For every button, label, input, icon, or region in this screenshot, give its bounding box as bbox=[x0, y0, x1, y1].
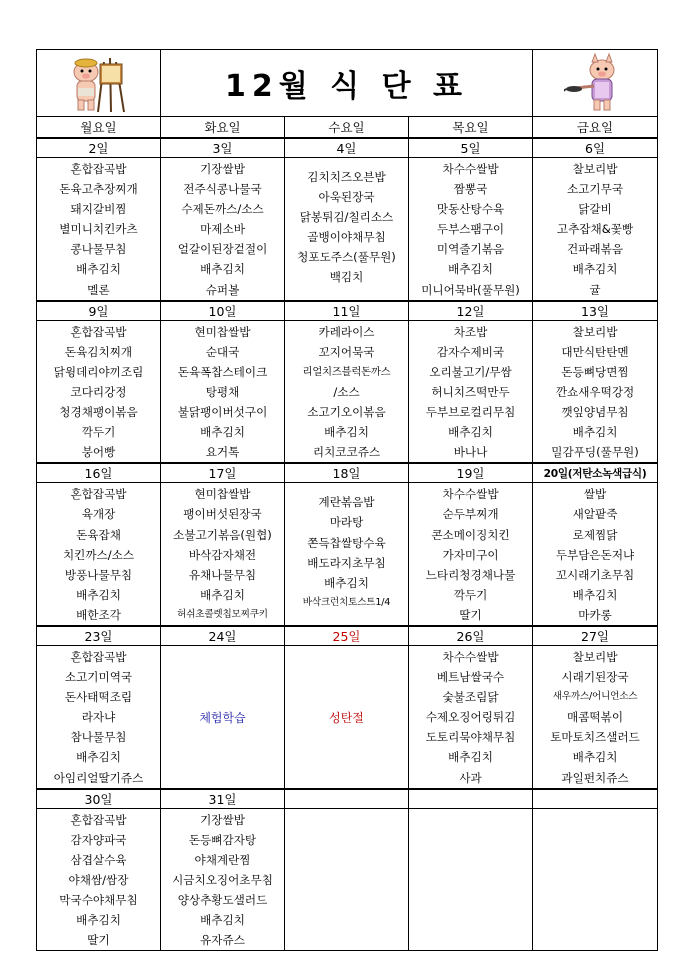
date-row-week2 bbox=[37, 301, 658, 321]
menu-item: 요거톡 bbox=[205, 445, 240, 460]
date-cell: 4일 bbox=[285, 138, 409, 158]
menu-item: 참나물무침 bbox=[70, 730, 127, 745]
menu-item: 토마토치즈샐러드 bbox=[550, 730, 640, 745]
menu-item: 배추김치 bbox=[572, 587, 618, 602]
date-cell: 19일 bbox=[409, 463, 533, 483]
date-cell: 11일 bbox=[285, 301, 409, 321]
date-row-week1 bbox=[37, 138, 658, 158]
menu-item: 숯불조림닭 bbox=[442, 690, 499, 705]
date-cell: 26일 bbox=[409, 626, 533, 646]
header-right-cell bbox=[533, 50, 658, 117]
menu-item: 아임리얼딸기쥬스 bbox=[53, 770, 144, 785]
date-cell: 17일 bbox=[161, 463, 285, 483]
menu-item: 꼬시래기초무침 bbox=[555, 567, 635, 582]
date-row-week5 bbox=[37, 789, 658, 809]
menu-item: 배추김치 bbox=[76, 262, 121, 277]
menu-item: 유채나물무침 bbox=[188, 567, 257, 582]
menu-item: 마라탕 bbox=[329, 515, 364, 530]
date-row-week3 bbox=[37, 463, 658, 483]
menu-item: 두부담은돈저냐 bbox=[555, 547, 635, 562]
menu-item: 배추김치 bbox=[448, 750, 493, 765]
menu-item: 깐쇼새우떡강정 bbox=[555, 384, 635, 399]
menu-item: 배한조각 bbox=[76, 607, 121, 622]
menu-item: 배추김치 bbox=[76, 913, 121, 928]
menu-item: 골뱅이야채무침 bbox=[307, 230, 386, 245]
menu-item: 막국수야채무침 bbox=[59, 893, 138, 907]
menu-item: 코다리강정 bbox=[70, 384, 127, 399]
menu-item: 배추김치 bbox=[448, 425, 493, 440]
menu-list bbox=[161, 158, 284, 300]
pig-cook-icon bbox=[564, 52, 626, 114]
menu-item: 배추김치 bbox=[572, 425, 618, 440]
menu-item: 허쉬초콜렛칩모찌쿠키 bbox=[177, 608, 268, 620]
menu-item: 육개장 bbox=[81, 507, 116, 522]
menu-item: 김치치즈오븐밥 bbox=[307, 170, 386, 184]
menu-list bbox=[37, 483, 160, 625]
menu-item: 배추김치 bbox=[324, 575, 369, 590]
weekday-row bbox=[37, 117, 658, 139]
menu-item: 깻잎양념무침 bbox=[561, 405, 629, 420]
menu-cell bbox=[161, 320, 285, 463]
menu-item: 가자미구이 bbox=[442, 547, 499, 562]
menu-cell bbox=[409, 320, 533, 463]
menu-item: 감자수제비국 bbox=[436, 344, 505, 359]
menu-row-week5 bbox=[37, 808, 658, 951]
menu-item: 밀감푸딩(풀무원) bbox=[551, 445, 639, 460]
menu-item: 오리불고기/무쌈 bbox=[429, 364, 512, 379]
date-cell: 12일 bbox=[409, 301, 533, 321]
menu-cell bbox=[161, 808, 285, 951]
menu-row-week4 bbox=[37, 645, 658, 788]
menu-item: 배추김치 bbox=[572, 262, 618, 277]
menu-item: 베트남쌀국수 bbox=[436, 670, 505, 685]
menu-cell bbox=[533, 483, 658, 626]
menu-item: 바삭크런치토스트1/4 bbox=[302, 596, 391, 608]
menu-item: 배추김치 bbox=[200, 425, 245, 440]
menu-item: 바삭감자채전 bbox=[188, 547, 257, 562]
menu-item: 소불고기볶음(원협) bbox=[173, 527, 272, 542]
header-left-cell bbox=[37, 50, 161, 117]
menu-item: 돈등뼈감자탕 bbox=[188, 832, 257, 847]
menu-item: 유자쥬스 bbox=[200, 933, 245, 948]
menu-item: 혼합잡곡밥 bbox=[70, 649, 127, 664]
menu-item: 닭갈비 bbox=[578, 202, 612, 217]
menu-item: 혼합잡곡밥 bbox=[70, 324, 127, 339]
menu-item: 혼합잡곡밥 bbox=[70, 162, 127, 176]
date-cell bbox=[409, 789, 533, 809]
menu-item: 차조밥 bbox=[453, 324, 488, 339]
menu-item: 소고기오이볶음 bbox=[307, 405, 386, 420]
menu-cell bbox=[161, 158, 285, 301]
date-row-week4 bbox=[37, 626, 658, 646]
menu-item: 백김치 bbox=[329, 270, 364, 285]
menu-list bbox=[409, 646, 532, 788]
menu-item: 시금치오징어초무침 bbox=[172, 872, 273, 887]
date-cell: 9일 bbox=[37, 301, 161, 321]
empty-menu-cell bbox=[533, 808, 658, 951]
menu-cell bbox=[533, 645, 658, 788]
weekday-mon: 월요일 bbox=[37, 117, 161, 139]
menu-item: 콘소메이징치킨 bbox=[431, 527, 510, 542]
date-cell: 24일 bbox=[161, 626, 285, 646]
menu-item: 아욱된장국 bbox=[318, 190, 375, 205]
menu-cell bbox=[533, 158, 658, 301]
menu-item: 꼬지어묵국 bbox=[318, 344, 375, 359]
menu-item: 소고기무국 bbox=[567, 182, 624, 197]
menu-item: 닭윙데리야끼조림 bbox=[53, 364, 144, 379]
menu-cell bbox=[285, 483, 409, 626]
menu-item: 돈사태떡조림 bbox=[64, 690, 133, 705]
menu-item: 순대국 bbox=[205, 344, 240, 359]
menu-list bbox=[409, 483, 532, 625]
menu-item: 수제오징어링튀김 bbox=[425, 710, 516, 725]
menu-item: 전주식콩나물국 bbox=[183, 182, 262, 197]
weekday-fri: 금요일 bbox=[533, 117, 658, 139]
menu-list bbox=[161, 321, 284, 463]
menu-cell bbox=[285, 158, 409, 301]
menu-item: 차수수쌀밥 bbox=[442, 487, 499, 502]
menu-item: 돼지갈비찜 bbox=[70, 202, 127, 217]
menu-item: 맛동산탕수육 bbox=[436, 202, 505, 217]
menu-item: 방풍나물무침 bbox=[64, 567, 133, 582]
menu-item: 붕어빵 bbox=[81, 445, 116, 460]
menu-item: 건파래볶음 bbox=[567, 242, 624, 257]
menu-list bbox=[37, 321, 160, 463]
date-cell: 30일 bbox=[37, 789, 161, 809]
date-cell: 2일 bbox=[37, 138, 161, 158]
menu-item: 짬뽕국 bbox=[453, 182, 488, 197]
menu-list bbox=[285, 158, 408, 288]
menu-item: 카레라이스 bbox=[318, 324, 375, 339]
menu-cell bbox=[161, 483, 285, 626]
menu-cell bbox=[285, 320, 409, 463]
menu-table bbox=[36, 49, 658, 951]
menu-item: 감자양파국 bbox=[70, 832, 127, 847]
menu-item: 배추김치 bbox=[200, 262, 245, 277]
menu-item: 야채계란찜 bbox=[194, 852, 251, 867]
menu-row-week2 bbox=[37, 320, 658, 463]
header-row bbox=[37, 50, 658, 117]
menu-item: 허니치즈떡만두 bbox=[431, 384, 510, 399]
menu-item: 돈육김치찌개 bbox=[64, 344, 133, 359]
menu-item: 야채쌈/쌈장 bbox=[68, 872, 129, 887]
pig-painter-icon bbox=[68, 52, 130, 114]
menu-item: 수제돈까스/소스 bbox=[181, 202, 264, 217]
date-cell: 3일 bbox=[161, 138, 285, 158]
menu-row-week1 bbox=[37, 158, 658, 301]
menu-item: 콩나물무침 bbox=[70, 242, 127, 257]
menu-item: 마제소바 bbox=[200, 222, 245, 237]
weekday-wed: 수요일 bbox=[285, 117, 409, 139]
menu-item: /소스 bbox=[333, 384, 360, 399]
date-cell bbox=[285, 789, 409, 809]
menu-item: 얼갈이된장겉절이 bbox=[177, 242, 268, 257]
date-cell: 16일 bbox=[37, 463, 161, 483]
menu-item: 돈육고추장찌개 bbox=[59, 182, 138, 197]
menu-list bbox=[285, 321, 408, 463]
empty-menu-cell bbox=[285, 808, 409, 951]
menu-item: 바나나 bbox=[453, 445, 488, 460]
menu-item: 닭봉튀김/칠리소스 bbox=[299, 210, 394, 225]
menu-item: 기장쌀밥 bbox=[200, 162, 245, 176]
menu-item: 리치코코쥬스 bbox=[312, 445, 381, 460]
menu-item: 차수수쌀밥 bbox=[442, 649, 499, 664]
title-cell bbox=[161, 50, 533, 117]
date-cell bbox=[533, 789, 658, 809]
menu-item: 새우까스/어니언소스 bbox=[552, 691, 638, 703]
menu-item: 미니어묵바(풀무원) bbox=[421, 282, 520, 297]
event-cell bbox=[161, 645, 285, 788]
menu-item: 쌀밥 bbox=[583, 487, 607, 502]
menu-item: 계란볶음밥 bbox=[318, 495, 375, 510]
menu-item: 청경채팽이볶음 bbox=[59, 405, 138, 420]
menu-cell bbox=[37, 645, 161, 788]
menu-list bbox=[37, 809, 160, 951]
menu-item: 배추김치 bbox=[200, 587, 245, 602]
menu-item: 소고기미역국 bbox=[64, 670, 133, 685]
menu-item: 삼겹살수육 bbox=[70, 852, 127, 867]
menu-item: 치킨까스/소스 bbox=[62, 547, 135, 562]
menu-item: 배추김치 bbox=[448, 262, 493, 277]
menu-list bbox=[285, 483, 408, 613]
menu-item: 멜론 bbox=[87, 282, 110, 297]
page-title: 12월 식 단 표 bbox=[225, 69, 469, 104]
menu-item: 혼합잡곡밥 bbox=[70, 487, 127, 502]
menu-item: 불닭팽이버섯구이 bbox=[177, 405, 268, 420]
menu-cell bbox=[409, 158, 533, 301]
menu-item: 돈육잡채 bbox=[76, 527, 121, 542]
menu-item: 귤 bbox=[589, 282, 601, 297]
menu-item: 로제찜닭 bbox=[572, 527, 618, 542]
menu-cell bbox=[409, 483, 533, 626]
menu-item: 미역줄기볶음 bbox=[436, 242, 505, 257]
date-cell: 31일 bbox=[161, 789, 285, 809]
menu-list bbox=[533, 483, 657, 625]
menu-item: 딸기 bbox=[459, 607, 482, 622]
menu-item: 라자냐 bbox=[81, 710, 116, 725]
menu-item: 배추김치 bbox=[572, 750, 618, 765]
menu-cell bbox=[37, 483, 161, 626]
field-trip-note: 체험학습 bbox=[199, 711, 246, 726]
menu-item: 차수수쌀밥 bbox=[442, 162, 499, 176]
menu-item: 탕평채 bbox=[205, 384, 240, 399]
menu-item: 새알팥죽 bbox=[572, 507, 618, 522]
menu-item: 리얼치즈블럭돈까스 bbox=[302, 365, 391, 378]
menu-item: 시래기된장국 bbox=[561, 670, 629, 685]
menu-cell bbox=[37, 808, 161, 951]
menu-item: 별미니치킨카츠 bbox=[59, 222, 138, 237]
menu-item: 쫀득찹쌀탕수육 bbox=[307, 535, 386, 550]
menu-item: 현미찹쌀밥 bbox=[194, 324, 251, 339]
menu-item: 대만식탄탄멘 bbox=[561, 344, 629, 359]
christmas-note: 성탄절 bbox=[329, 711, 364, 726]
menu-item: 현미찹쌀밥 bbox=[194, 487, 251, 502]
menu-item: 딸기 bbox=[87, 933, 110, 948]
weekday-tue: 화요일 bbox=[161, 117, 285, 139]
date-cell: 20일(저탄소녹색급식) bbox=[533, 463, 658, 483]
empty-menu-cell bbox=[409, 808, 533, 951]
menu-item: 찰보리밥 bbox=[572, 324, 618, 339]
menu-item: 찰보리밥 bbox=[572, 162, 618, 176]
menu-item: 배추김치 bbox=[76, 587, 121, 602]
menu-item: 슈퍼볼 bbox=[205, 282, 240, 297]
menu-item: 팽이버섯된장국 bbox=[183, 507, 262, 522]
menu-item: 돈육폭찹스테이크 bbox=[177, 364, 268, 379]
date-cell: 18일 bbox=[285, 463, 409, 483]
menu-item: 순두부찌개 bbox=[442, 507, 499, 522]
menu-item: 고추잡채&꽃빵 bbox=[556, 222, 634, 237]
menu-cell bbox=[37, 158, 161, 301]
date-cell: 23일 bbox=[37, 626, 161, 646]
menu-item: 기장쌀밥 bbox=[200, 812, 245, 827]
menu-list bbox=[161, 483, 284, 625]
menu-list bbox=[37, 646, 160, 788]
menu-list bbox=[409, 321, 532, 463]
date-cell: 6일 bbox=[533, 138, 658, 158]
date-cell: 13일 bbox=[533, 301, 658, 321]
date-cell: 5일 bbox=[409, 138, 533, 158]
holiday-cell bbox=[285, 645, 409, 788]
menu-cell bbox=[409, 645, 533, 788]
menu-cell bbox=[533, 320, 658, 463]
menu-item: 양상추황도샐러드 bbox=[177, 893, 268, 907]
menu-list bbox=[409, 158, 532, 300]
menu-item: 마카롱 bbox=[578, 607, 612, 622]
menu-list bbox=[533, 646, 657, 788]
menu-list bbox=[533, 158, 657, 300]
date-cell: 27일 bbox=[533, 626, 658, 646]
menu-list bbox=[37, 158, 160, 300]
menu-list bbox=[161, 809, 284, 951]
menu-item: 두부스팸구이 bbox=[436, 222, 505, 237]
menu-item: 배추김치 bbox=[76, 750, 121, 765]
menu-item: 도토리묵야채무침 bbox=[425, 730, 516, 745]
menu-item: 매콤떡볶이 bbox=[567, 710, 624, 725]
menu-item: 깍두기 bbox=[453, 587, 488, 602]
menu-item: 돈등뼈당면찜 bbox=[561, 364, 629, 379]
menu-item: 찰보리밥 bbox=[572, 649, 618, 664]
menu-item: 두부브로컬리무침 bbox=[425, 405, 516, 420]
menu-list bbox=[533, 321, 657, 463]
menu-item: 혼합잡곡밥 bbox=[70, 812, 127, 827]
menu-item: 느타리청경채나물 bbox=[425, 567, 516, 582]
date-cell: 10일 bbox=[161, 301, 285, 321]
weekday-thu: 목요일 bbox=[409, 117, 533, 139]
holiday-date-cell: 25일 bbox=[285, 626, 409, 646]
menu-cell bbox=[37, 320, 161, 463]
menu-item: 청포도주스(풀무원) bbox=[297, 250, 396, 265]
menu-item: 배추김치 bbox=[200, 913, 245, 928]
menu-row-week3 bbox=[37, 483, 658, 626]
menu-item: 배추김치 bbox=[324, 425, 369, 440]
menu-item: 배도라지초무침 bbox=[307, 555, 386, 570]
menu-item: 사과 bbox=[459, 770, 482, 785]
menu-item: 과일펀치쥬스 bbox=[561, 770, 629, 785]
menu-item: 깍두기 bbox=[81, 425, 116, 440]
